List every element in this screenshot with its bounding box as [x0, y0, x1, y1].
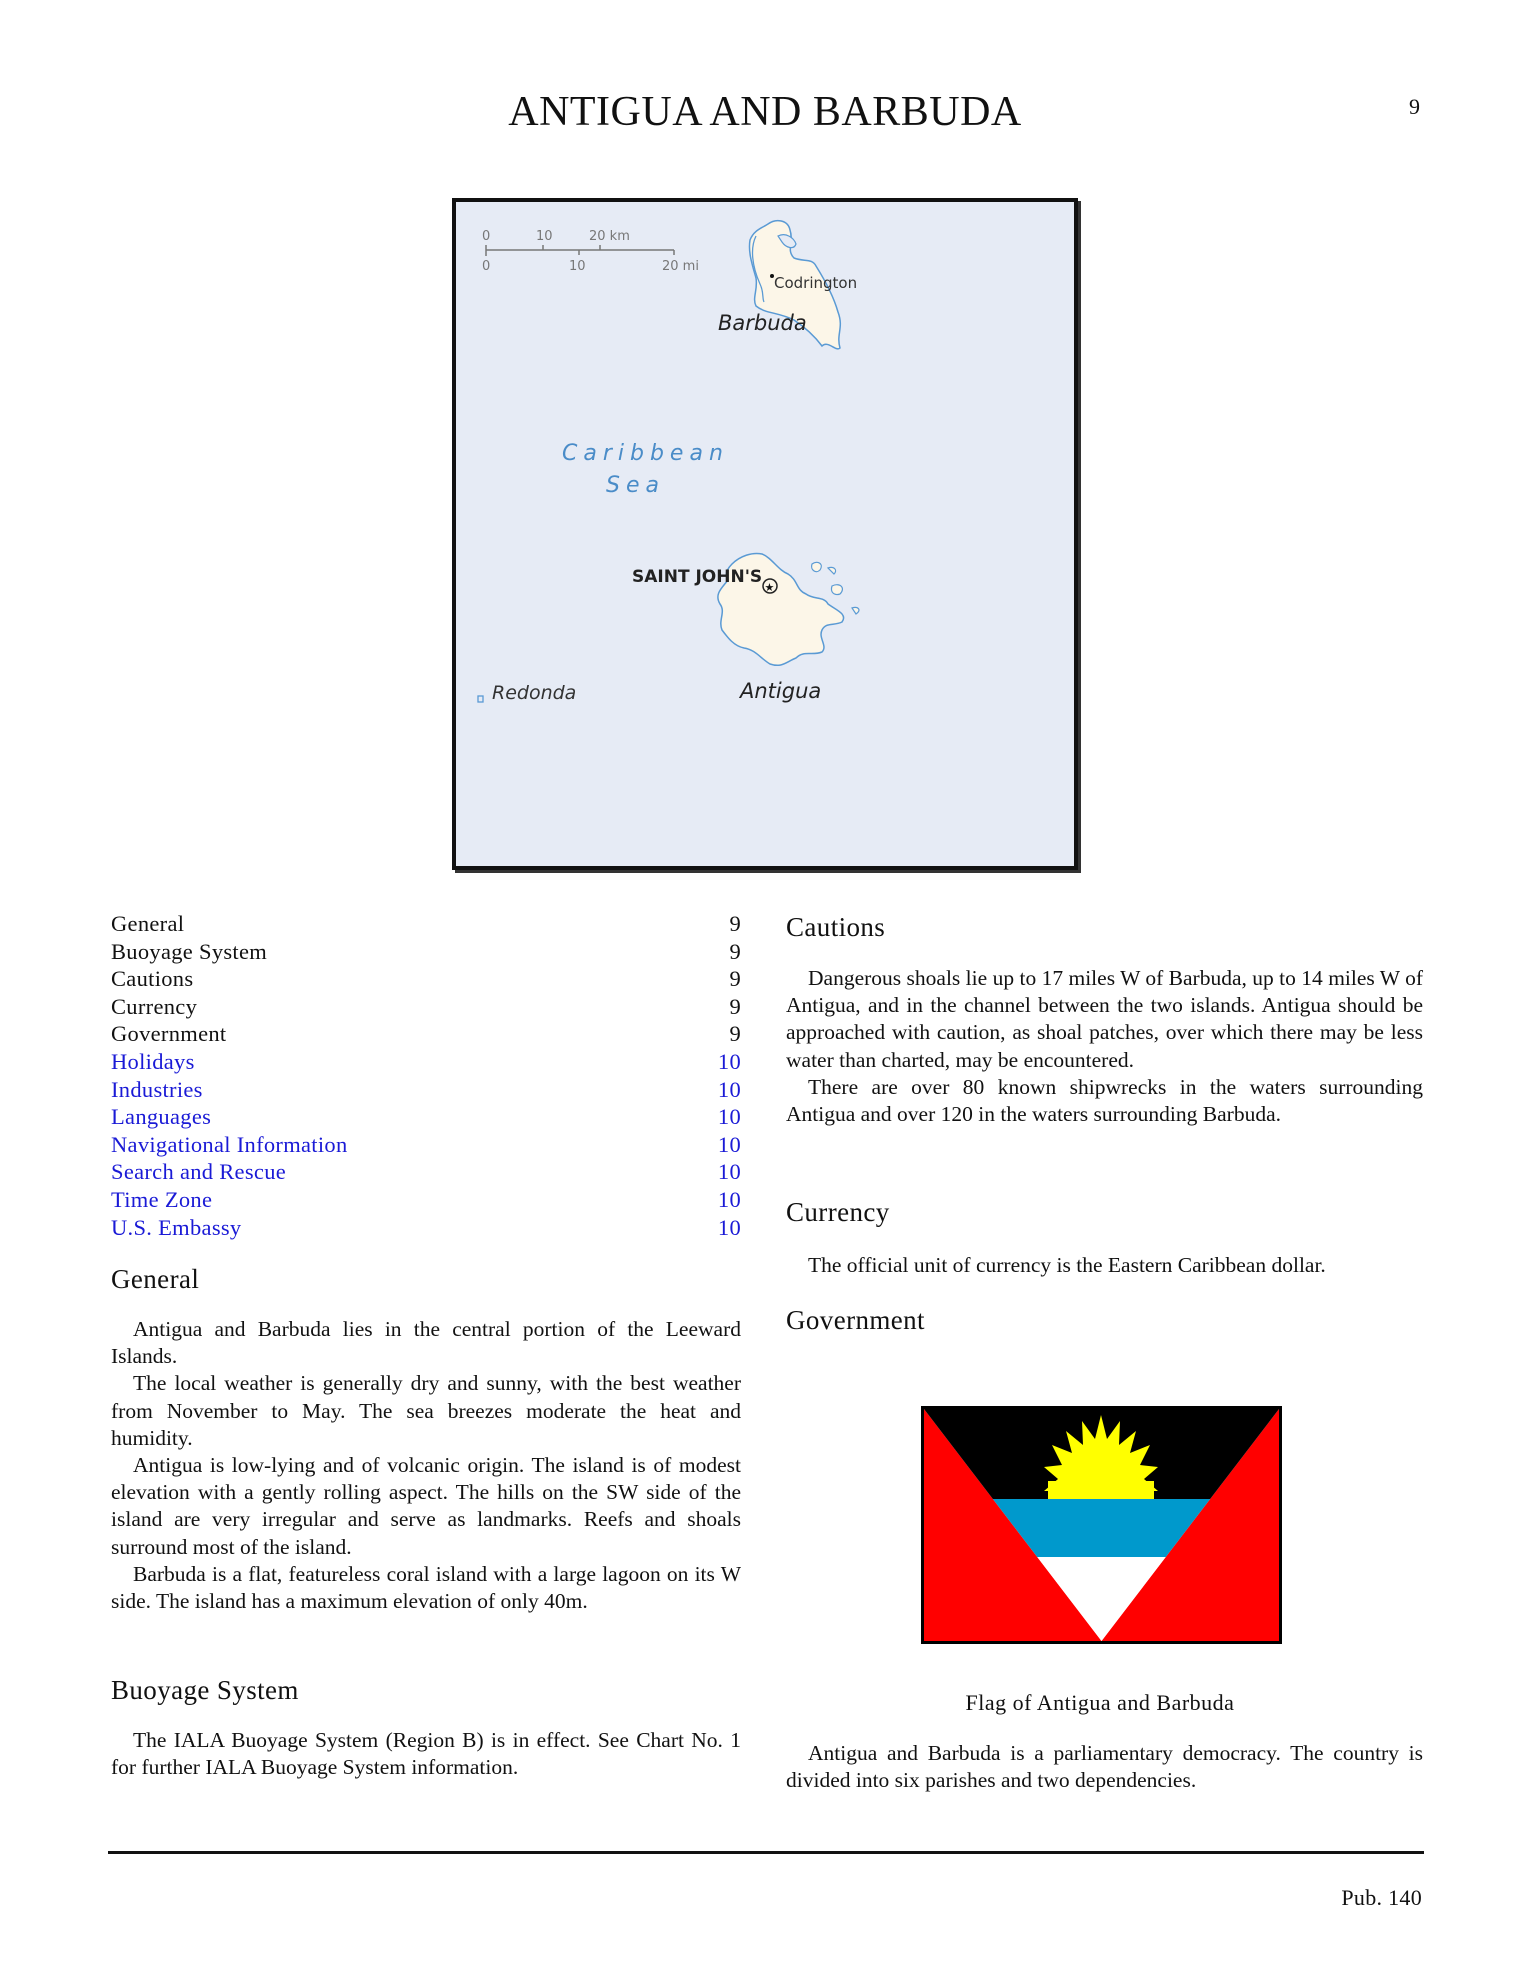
paragraph: Antigua is low-lying and of volcanic origin. The island is of modest elevation with a gently rolling aspect. The hills on the SW side of the island are very irregular and serve as landmarks. Reefs and shoals surround most of the island.	[111, 1453, 741, 1559]
toc-item-cautions: Cautions 9	[111, 966, 741, 992]
country-map	[452, 198, 1078, 870]
paragraph: Dangerous shoals lie up to 17 miles W of Barbuda, up to 14 miles W of Antigua, and in the channel between the two islands. Antigua should be approached with caution, as shoal patches, over which there may be less water than charted, may be encountered.	[786, 966, 1423, 1072]
footer-divider	[108, 1851, 1424, 1854]
publication-label: Pub. 140	[1341, 1885, 1422, 1910]
section-body-government	[786, 1740, 1423, 1794]
section-heading-cautions: Cautions	[786, 912, 886, 942]
paragraph: The IALA Buoyage System (Region B) is in effect. See Chart No. 1 for further IALA Buoyage System information.	[111, 1728, 741, 1780]
map-label-redonda: Redonda	[492, 682, 577, 704]
scale-mi-10: 10	[569, 259, 586, 274]
toc-link-holidays[interactable]: Holidays 10	[111, 1048, 741, 1074]
map-svg	[456, 202, 1074, 866]
toc-link-search-and-rescue[interactable]: Search and Rescue 10	[111, 1159, 741, 1185]
paragraph: Antigua and Barbuda lies in the central portion of the Leeward Islands.	[111, 1317, 741, 1369]
page-number: 9	[1409, 94, 1420, 119]
map-label-sea-line2: Sea	[606, 473, 665, 498]
section-body-buoyage-system	[111, 1727, 741, 1781]
section-heading-currency: Currency	[786, 1197, 890, 1227]
map-label-capital: SAINT JOHN'S	[632, 567, 763, 587]
section-body-currency	[786, 1252, 1423, 1279]
toc-item-government: Government 9	[111, 1021, 741, 1047]
flag-svg	[924, 1409, 1279, 1641]
paragraph: The local weather is generally dry and sunny, with the best weather from November to May. The sea breezes moderate the heat and humidity.	[111, 1371, 741, 1450]
toc-link-languages[interactable]: Languages 10	[111, 1104, 741, 1130]
scale-km-20: 20 km	[589, 229, 630, 244]
toc-link-time-zone[interactable]: Time Zone 10	[111, 1186, 741, 1212]
scale-km-0: 0	[482, 229, 491, 244]
section-heading-general: General	[111, 1264, 200, 1294]
section-heading-buoyage-system: Buoyage System	[111, 1675, 299, 1705]
map-label-antigua: Antigua	[740, 679, 822, 703]
section-body-cautions	[786, 965, 1423, 1128]
svg-text:★: ★	[764, 581, 775, 594]
map-label-barbuda: Barbuda	[718, 311, 807, 335]
paragraph: The official unit of currency is the Eastern Caribbean dollar.	[808, 1253, 1326, 1277]
section-heading-government: Government	[786, 1305, 925, 1335]
page-title: ANTIGUA AND BARBUDA	[508, 89, 1022, 135]
flag-caption: Flag of Antigua and Barbuda	[965, 1690, 1235, 1715]
scale-km-10: 10	[536, 229, 553, 244]
toc-item-buoyage-system: Buoyage System 9	[111, 938, 741, 964]
section-body-general	[111, 1316, 741, 1615]
scale-mi-0: 0	[482, 259, 491, 274]
scale-mi-20: 20 mi	[662, 259, 699, 274]
toc-link-industries[interactable]: Industries 10	[111, 1076, 741, 1102]
toc-link-navigational-information[interactable]: Navigational Information 10	[111, 1131, 741, 1157]
paragraph: There are over 80 known shipwrecks in the waters surrounding Antigua and over 120 in the waters surrounding Barbuda.	[786, 1074, 1423, 1127]
toc-item-currency: Currency 9	[111, 993, 741, 1019]
toc-item-general: General 9	[111, 911, 741, 936]
paragraph: Barbuda is a flat, featureless coral island with a large lagoon on its W side. The island has a maximum elevation of only 40m.	[111, 1561, 741, 1614]
toc-link-us-embassy[interactable]: U.S. Embassy 10	[111, 1214, 741, 1240]
map-label-sea-line1: Caribbean	[562, 441, 729, 466]
map-label-codrington: Codrington	[774, 274, 858, 292]
paragraph: Antigua and Barbuda is a parliamentary democracy. The country is divided into six parishes and two dependencies.	[786, 1741, 1423, 1793]
flag-image	[921, 1406, 1282, 1644]
table-of-contents	[111, 910, 741, 1241]
